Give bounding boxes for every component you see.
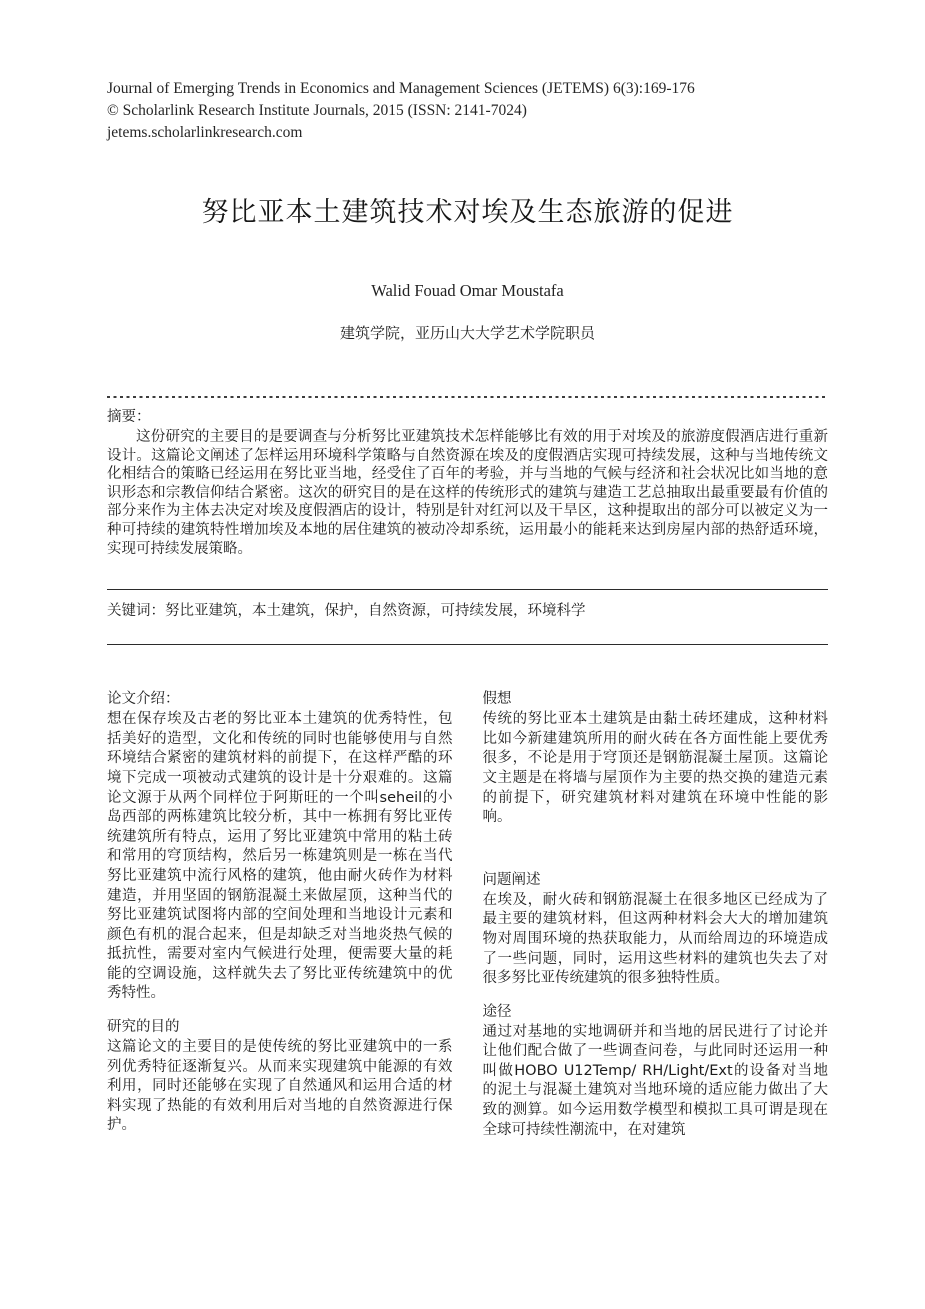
section-problem-statement-heading: 问题阐述 <box>482 871 541 888</box>
author-name: Walid Fouad Omar Moustafa <box>371 281 564 300</box>
section-approach <box>483 1002 829 1141</box>
dashed-divider <box>107 396 828 398</box>
right-column <box>483 689 829 1153</box>
section-research-purpose-heading: 研究的目的 <box>107 1019 180 1036</box>
abstract-section <box>107 407 828 558</box>
two-column-body <box>107 689 828 1153</box>
abstract-heading: 摘要： <box>107 409 151 425</box>
journal-website: jetems.scholarlinkresearch.com <box>107 124 303 141</box>
keywords-divider-bottom <box>107 644 828 645</box>
section-introduction-body: 想在保存埃及古老的努比亚本土建筑的优秀特性，包括美好的造型，文化和传统的同时也能够使用与自然环境结合紧密的建筑材料的前提下，在这样严酷的环境下完成一项被动式建筑的设计是十分艰难的。这篇论文源于从两个同样位于阿斯旺的一个叫seheil的小岛西部的两栋建筑比较分析，其中一栋拥有努比亚传统建筑所有特点，运用了努比亚建筑中常用的粘土砖和常用的穹顶结构，然后另一栋建筑则是一栋在当代努比亚建筑中流行风格的建筑，他由耐火砖作为材料建造，并用坚固的钢筋混凝土来做屋顶，这种当代的努比亚建筑试图将内部的空间处理和当地设计元素和颜色有机的混合起来，但是却缺乏对当地炎热气候的抵抗性，需要对室内气候进行处理，便需要大量的耗能的空调设施，这样就失去了努比亚传统建筑中的优秀特性。 <box>107 711 453 1002</box>
journal-name-line: Journal of Emerging Trends in Economics and Management Sciences (JETEMS) 6(3):169-176 <box>107 80 695 97</box>
section-introduction-heading: 论文介绍： <box>107 691 180 708</box>
keywords-text: 努比亚建筑，本土建筑，保护，自然资源，可持续发展，环境科学 <box>165 603 586 620</box>
section-problem-statement <box>483 870 829 989</box>
keywords-label: 关键词： <box>107 603 165 620</box>
paper-title: 努比亚本土建筑技术对埃及生态旅游的促进 <box>201 197 734 228</box>
keywords-line <box>107 601 828 622</box>
left-column <box>107 689 453 1153</box>
author-affiliation: 建筑学院，亚历山大大学艺术学院职员 <box>339 324 595 342</box>
section-problem-statement-body: 在埃及，耐火砖和钢筋混凝土在很多地区已经成为了最主要的建筑材料，但这两种材料会大大的增加建筑物对周围环境的热获取能力，从而给周边的环境造成了一些问题，同时，运用这些材料的建筑也失去了对很多努比亚传统建筑的很多独特性质。 <box>482 891 828 987</box>
section-approach-body: 通过对基地的实地调研并和当地的居民进行了讨论并让他们配合做了一些调查问卷，与此同时还运用一种叫做HOBO U12Temp/ RH/Light/Ext的设备对当地的泥土与混凝土建筑对当地环境的适应能力做出了大致的测算。如今运用数学模型和模拟工具可谓是现在全球可持续性潮流中，在对建筑 <box>482 1023 828 1138</box>
section-hypothesis-body: 传统的努比亚本土建筑是由黏土砖坯建成，这种材料比如今新建建筑所用的耐火砖在各方面性能上要优秀很多，不论是用于穹顶还是钢筋混凝土屋顶。这篇论文主题是在将墙与屋顶作为主要的热交换的建造元素的前提下，研究建筑材料对建筑在环境中性能的影响。 <box>482 711 828 826</box>
section-research-purpose-body: 这篇论文的主要目的是使传统的努比亚建筑中的一系列优秀特征逐渐复兴。从而来实现建筑中能源的有效利用，同时还能够在实现了自然通风和运用合适的材料实现了热能的有效利用后对当地的自然资源进行保护。 <box>107 1039 453 1134</box>
keywords-divider-top <box>107 589 828 590</box>
abstract-body: 这份研究的主要目的是要调查与分析努比亚建筑技术怎样能够比有效的用于对埃及的旅游度假酒店进行重新设计。这篇论文阐述了怎样运用环境科学策略与自然资源在埃及的度假酒店实现可持续发展，这种与当地传统文化相结合的策略已经运用在努比亚当地，经受住了百年的考验，并与当地的气候与经济和社会状况比如当地的意识形态和宗教信仰结合紧密。这次的研究目的是在这样的传统形式的建筑与建造工艺总抽取出最重要最有价值的部分来作为主体去决定对埃及度假酒店的设计，特别是针对红河以及干旱区，这种提取出的部分可以被定义为一种可持续的建筑特性增加埃及本地的居住建筑的被动冷却系统，运用最小的能耗来达到房屋内部的热舒适环境，实现可持续发展策略。 <box>107 429 828 557</box>
section-research-purpose <box>107 1017 453 1136</box>
journal-header <box>107 0 828 144</box>
section-hypothesis <box>483 689 829 828</box>
section-introduction <box>107 689 453 1004</box>
journal-copyright-line: © Scholarlink Research Institute Journals, 2015 (ISSN: 2141-7024) <box>107 102 527 119</box>
section-hypothesis-heading: 假想 <box>482 691 512 708</box>
section-approach-heading: 途径 <box>482 1003 512 1020</box>
